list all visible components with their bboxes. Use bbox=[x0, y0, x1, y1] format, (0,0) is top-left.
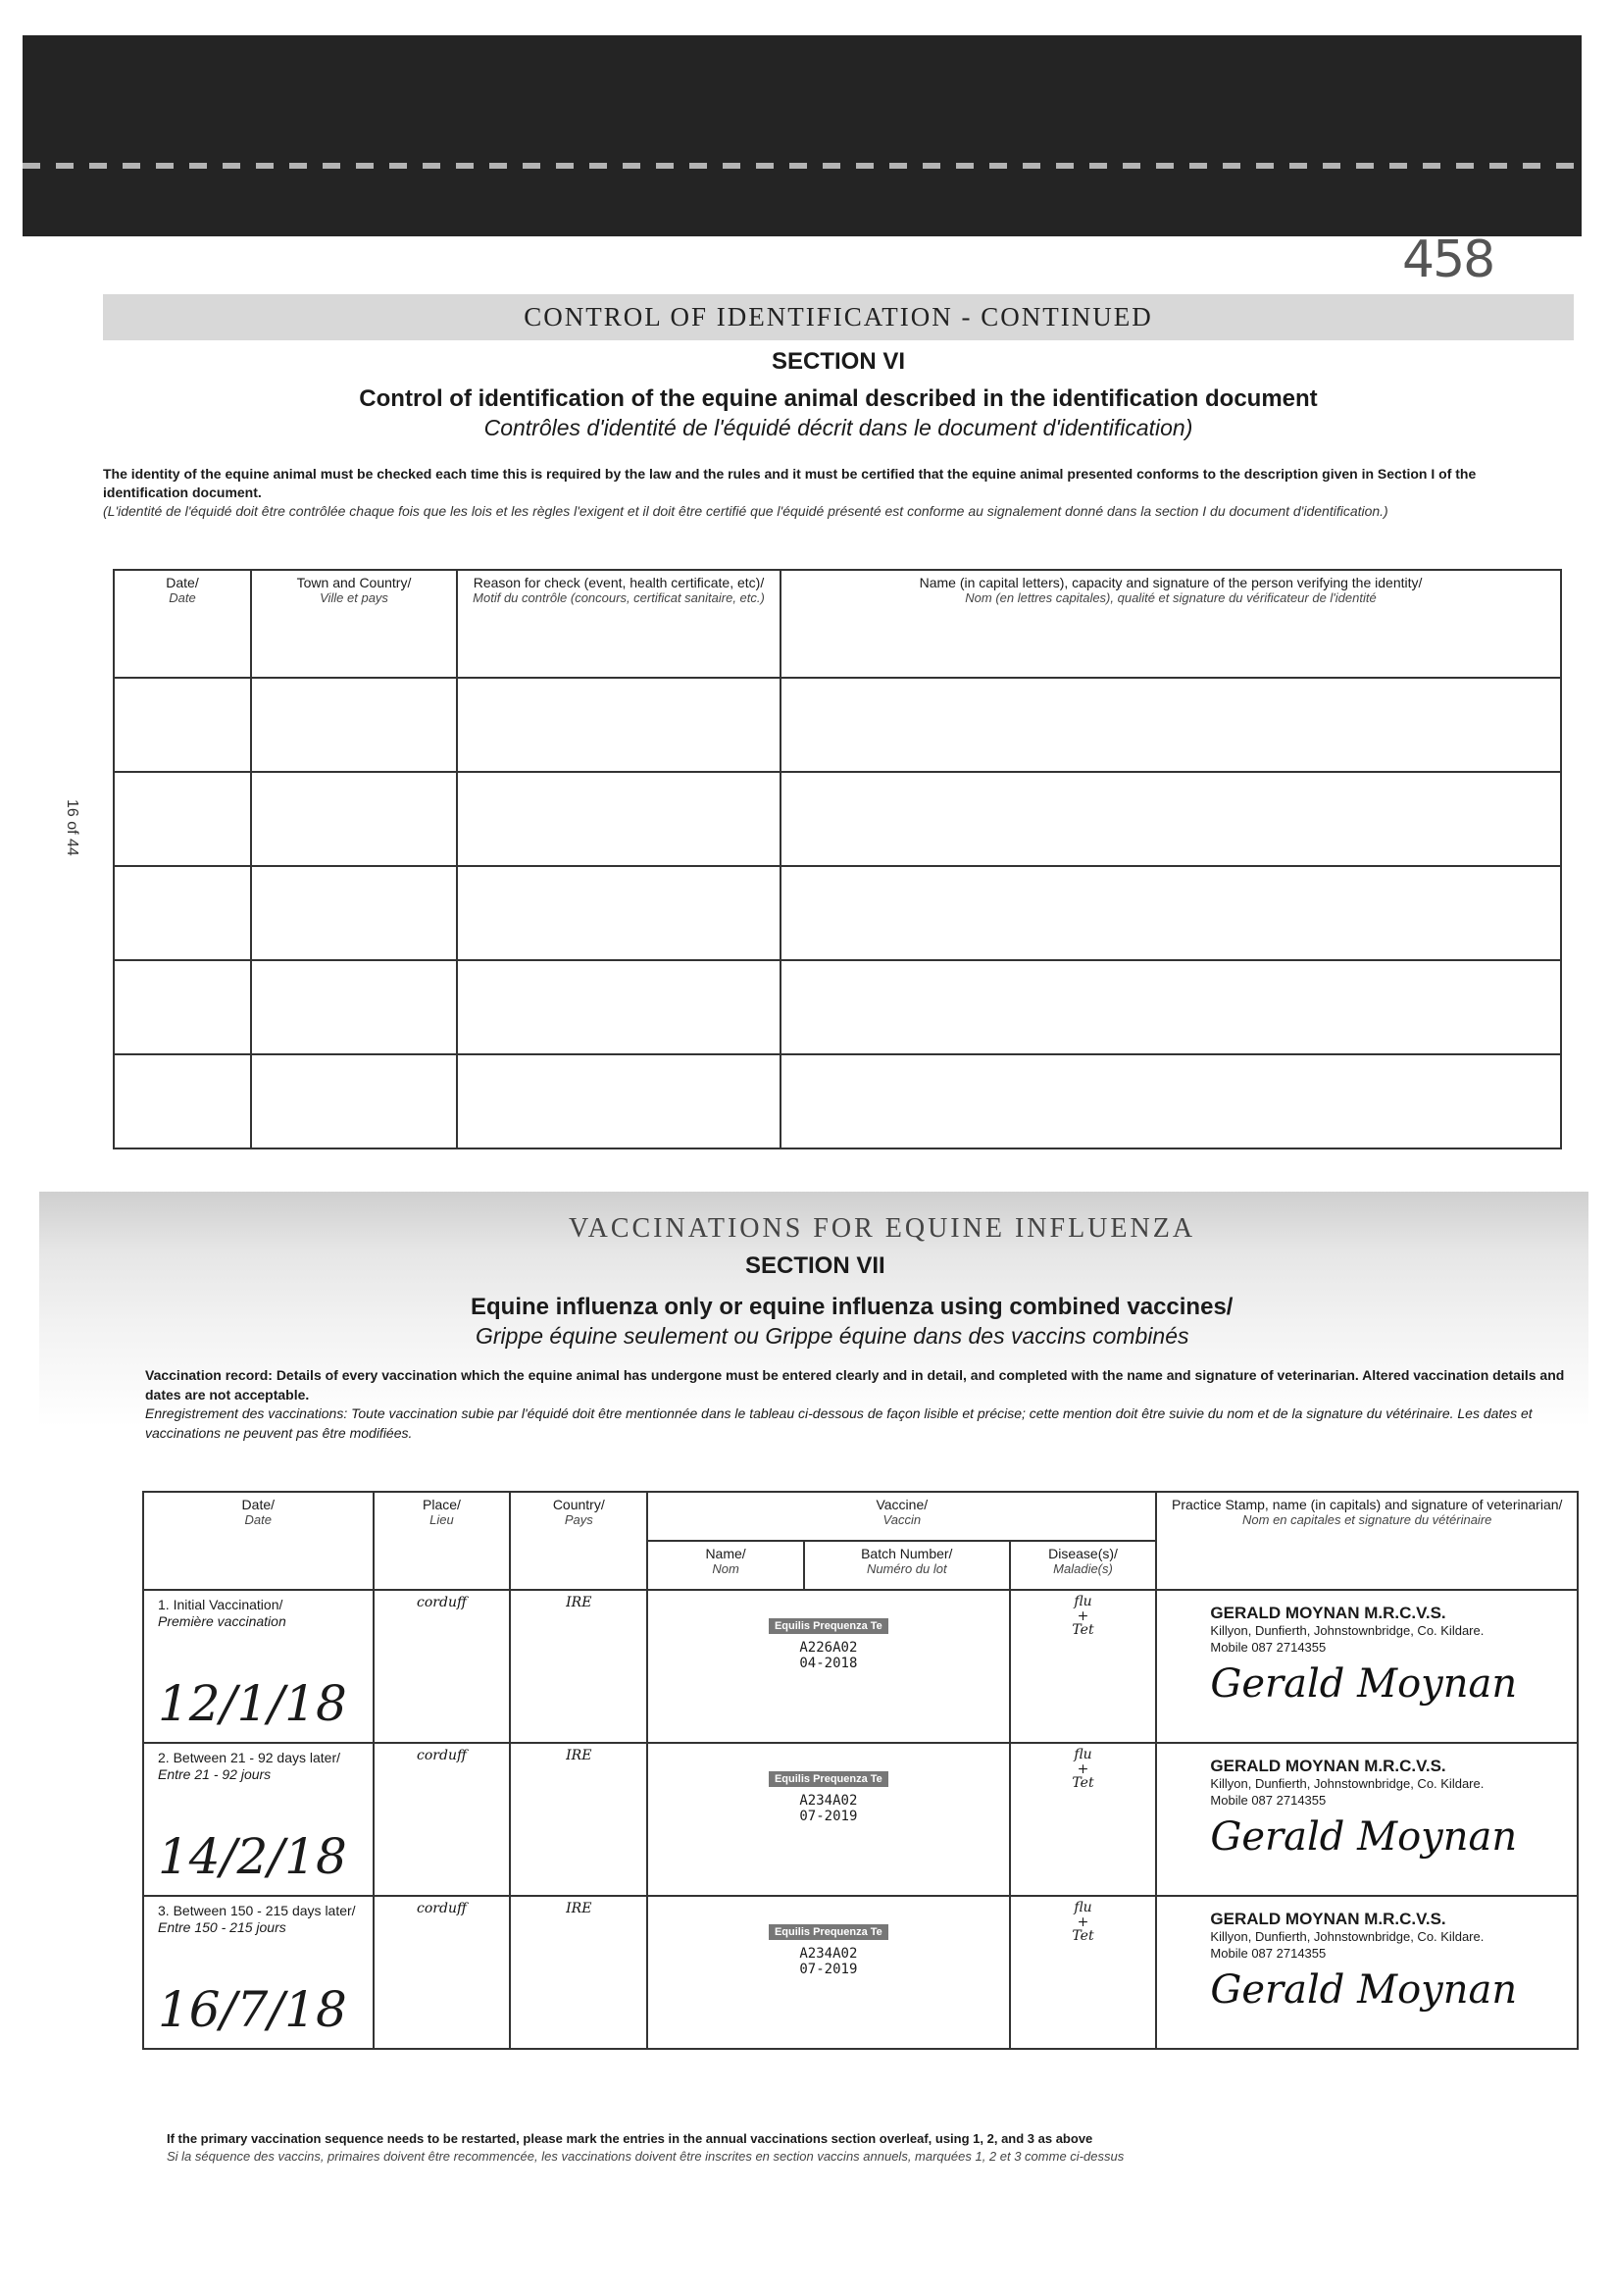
section-7-subtitle: Equine influenza only or equine influenza using combined vaccines/ bbox=[471, 1294, 1234, 1320]
vaccination-row-3 bbox=[143, 1896, 1578, 2049]
col-reason bbox=[457, 570, 781, 678]
batch-number: A234A02 bbox=[799, 1793, 858, 1809]
section-6-banner: CONTROL OF IDENTIFICATION - CONTINUED bbox=[103, 294, 1574, 340]
section-6-page bbox=[103, 294, 1574, 521]
cell[interactable] bbox=[457, 1054, 781, 1148]
col-name-label-fr: Nom bbox=[712, 1561, 739, 1576]
dose-label-fr: Première vaccination bbox=[158, 1612, 286, 1629]
section-7-instructions bbox=[145, 1366, 1587, 1443]
handwritten-date: 16/7/18 bbox=[158, 1981, 347, 2038]
vet-mobile: Mobile 087 2714355 bbox=[1210, 1639, 1327, 1655]
cell[interactable] bbox=[781, 1054, 1561, 1148]
vet-address: Killyon, Dunfierth, Johnstownbridge, Co. Kildare. bbox=[1210, 1623, 1485, 1639]
batch-number: A226A02 bbox=[799, 1640, 858, 1656]
table-row bbox=[114, 960, 1561, 1054]
vet-mobile: Mobile 087 2714355 bbox=[1210, 1792, 1327, 1808]
cell[interactable] bbox=[114, 678, 251, 772]
col-date-label-fr: Date bbox=[244, 1512, 273, 1527]
vaccination-table bbox=[142, 1491, 1579, 2050]
cell[interactable] bbox=[781, 678, 1561, 772]
disease-plus: + bbox=[1077, 1913, 1089, 1930]
vet-name: GERALD MOYNAN M.R.C.V.S. bbox=[1210, 1910, 1446, 1928]
instructions-fr: (L'identité de l'équidé doit être contrôlée chaque fois que les lois et les règles l'exigent et il doit être certifié que l'équidé présenté est conforme au signalement donné dans la section I du document d'identification.) bbox=[103, 502, 1388, 519]
section-7-banner: VACCINATIONS FOR EQUINE INFLUENZA bbox=[569, 1213, 1196, 1244]
col-disease bbox=[1010, 1541, 1157, 1590]
col-place-label: Place/ bbox=[423, 1497, 461, 1512]
vet-stamp-cell[interactable] bbox=[1156, 1590, 1578, 1743]
disease-cell[interactable] bbox=[1010, 1896, 1157, 2049]
vaccine-sticker-cell[interactable] bbox=[647, 1896, 1009, 2049]
col-vaccine bbox=[647, 1492, 1156, 1541]
col-place bbox=[374, 1492, 511, 1590]
col-verifier-label-fr: Nom (en lettres capitales), qualité et signature du vérificateur de l'identité bbox=[965, 590, 1377, 605]
date-cell[interactable] bbox=[143, 1743, 374, 1896]
col-town-country bbox=[251, 570, 457, 678]
col-date-label: Date/ bbox=[241, 1497, 276, 1512]
col-verifier-label: Name (in capital letters), capacity and signature of the person verifying the identity/ bbox=[919, 575, 1423, 590]
col-reason-label-fr: Motif du contrôle (concours, certificat sanitaire, etc.) bbox=[473, 590, 765, 605]
section-6-subtitle-fr: Contrôles d'identité de l'équidé décrit dans le document d'identification) bbox=[483, 415, 1193, 440]
vaccine-name-sticker: Equilis Prequenza Te bbox=[769, 1618, 888, 1634]
cell[interactable] bbox=[457, 772, 781, 866]
batch-expiry: 07-2019 bbox=[799, 1962, 858, 1978]
section-7-title: SECTION VII bbox=[745, 1252, 885, 1279]
cell[interactable] bbox=[114, 1054, 251, 1148]
col-disease-label-fr: Maladie(s) bbox=[1053, 1561, 1113, 1576]
vaccination-row-2 bbox=[143, 1743, 1578, 1896]
col-disease-label: Disease(s)/ bbox=[1048, 1546, 1118, 1561]
side-page-label-top: 16 of 44 bbox=[64, 799, 80, 856]
col-vaccine-name bbox=[647, 1541, 804, 1590]
cell[interactable] bbox=[251, 866, 457, 960]
table-header-row bbox=[143, 1492, 1578, 1541]
section-6-title: SECTION VI bbox=[771, 348, 906, 375]
vaccine-name-sticker: Equilis Prequenza Te bbox=[769, 1771, 888, 1787]
cell[interactable] bbox=[457, 678, 781, 772]
vet-stamp-cell[interactable] bbox=[1156, 1896, 1578, 2049]
cell[interactable] bbox=[781, 866, 1561, 960]
col-stamp-label: Practice Stamp, name (in capitals) and signature of veterinarian/ bbox=[1172, 1497, 1563, 1512]
col-verifier bbox=[781, 570, 1561, 678]
cell[interactable] bbox=[114, 772, 251, 866]
batch-number: A234A02 bbox=[799, 1946, 858, 1962]
vaccine-sticker-cell[interactable] bbox=[647, 1590, 1009, 1743]
col-vaccine-label: Vaccine/ bbox=[876, 1497, 929, 1512]
cell[interactable] bbox=[457, 866, 781, 960]
vet-stamp-cell[interactable] bbox=[1156, 1743, 1578, 1896]
disease-plus: + bbox=[1077, 1607, 1089, 1624]
footnote-en: If the primary vaccination sequence needs to be restarted, please mark the entries in the annual vaccinations section overleaf, using 1, 2, and 3 as above bbox=[167, 2131, 1093, 2146]
dose-label bbox=[158, 1750, 340, 1783]
cell[interactable] bbox=[114, 866, 251, 960]
identity-check-table bbox=[113, 569, 1562, 1149]
vaccination-instructions-en: Vaccination record: Details of every vaccination which the equine animal has undergone must be entered clearly and in detail, and completed with the name and signature of veterinarian. Altered vaccination details and dates are not acceptable. bbox=[145, 1367, 1565, 1403]
section-6-subtitle: Control of identification of the equine animal described in the identification document bbox=[359, 385, 1318, 412]
section-7-subtitle-fr: Grippe équine seulement ou Grippe équine dans des vaccins combinés bbox=[476, 1323, 1189, 1349]
date-cell[interactable] bbox=[143, 1590, 374, 1743]
date-cell[interactable] bbox=[143, 1896, 374, 2049]
disease-flu: flu bbox=[1074, 1747, 1092, 1762]
col-country bbox=[510, 1492, 647, 1590]
vet-address: Killyon, Dunfierth, Johnstownbridge, Co. Kildare. bbox=[1210, 1776, 1485, 1792]
disease-flu: flu bbox=[1074, 1594, 1092, 1609]
disease-tet: Tet bbox=[1072, 1775, 1094, 1792]
vet-stamp bbox=[1161, 1748, 1573, 1862]
cell[interactable] bbox=[251, 678, 457, 772]
restart-footnote bbox=[167, 2130, 1559, 2165]
place-cell[interactable]: corduff bbox=[374, 1743, 511, 1896]
dose-label bbox=[158, 1903, 356, 1936]
vet-stamp bbox=[1161, 1901, 1573, 2015]
place-cell[interactable]: corduff bbox=[374, 1590, 511, 1743]
disease-tet: Tet bbox=[1072, 1622, 1094, 1639]
col-reason-label: Reason for check (event, health certificate, etc)/ bbox=[473, 575, 765, 590]
col-batch-label: Batch Number/ bbox=[861, 1546, 953, 1561]
col-stamp-label-fr: Nom en capitales et signature du vétérinaire bbox=[1242, 1512, 1492, 1527]
vaccine-sticker-cell[interactable] bbox=[647, 1743, 1009, 1896]
vet-signature: Gerald Moynan bbox=[1210, 1966, 1518, 2013]
disease-cell[interactable] bbox=[1010, 1743, 1157, 1896]
cell[interactable] bbox=[781, 772, 1561, 866]
col-place-label-fr: Lieu bbox=[429, 1512, 454, 1527]
col-date bbox=[114, 570, 251, 678]
col-vaccine-label-fr: Vaccin bbox=[882, 1512, 922, 1527]
cell[interactable] bbox=[114, 960, 251, 1054]
vet-stamp bbox=[1161, 1595, 1573, 1709]
batch-expiry: 04-2018 bbox=[799, 1656, 858, 1672]
handwritten-date: 14/2/18 bbox=[158, 1828, 347, 1885]
disease-flu: flu bbox=[1074, 1900, 1092, 1915]
vet-signature: Gerald Moynan bbox=[1210, 1660, 1518, 1707]
vet-name: GERALD MOYNAN M.R.C.V.S. bbox=[1210, 1604, 1446, 1622]
col-batch bbox=[804, 1541, 1010, 1590]
dose-label-en: 1. Initial Vaccination/ bbox=[158, 1597, 283, 1612]
col-date-label-fr: Date bbox=[169, 590, 196, 605]
vet-mobile: Mobile 087 2714355 bbox=[1210, 1945, 1327, 1961]
vet-signature: Gerald Moynan bbox=[1210, 1813, 1518, 1860]
dose-label-en: 3. Between 150 - 215 days later/ bbox=[158, 1903, 356, 1918]
instructions-en: The identity of the equine animal must be checked each time this is required by the law and the rules and it must be certified that the equine animal presented conforms to the description given in Section I of the identification document. bbox=[103, 466, 1477, 500]
col-country-label: Country/ bbox=[552, 1497, 605, 1512]
footnote-fr: Si la séquence des vaccins, primaires doivent être recommencée, les vaccinations doivent être inscrites en section vaccins annuels, marquées 1, 2 et 3 comme ci-dessus bbox=[167, 2148, 1125, 2164]
vaccine-name-sticker: Equilis Prequenza Te bbox=[769, 1924, 888, 1940]
vet-name: GERALD MOYNAN M.R.C.V.S. bbox=[1210, 1757, 1446, 1775]
handwritten-date: 12/1/18 bbox=[158, 1675, 347, 1732]
table-row bbox=[114, 866, 1561, 960]
col-town-label: Town and Country/ bbox=[296, 575, 412, 590]
section-6-instructions bbox=[103, 465, 1535, 521]
col-country-label-fr: Pays bbox=[564, 1512, 593, 1527]
cell[interactable] bbox=[781, 960, 1561, 1054]
cell[interactable] bbox=[457, 960, 781, 1054]
table-row bbox=[114, 1054, 1561, 1148]
country-cell[interactable]: IRE bbox=[510, 1896, 647, 2049]
country-cell[interactable]: IRE bbox=[510, 1590, 647, 1743]
col-name-label: Name/ bbox=[705, 1546, 746, 1561]
dose-label-fr: Entre 21 - 92 jours bbox=[158, 1765, 272, 1782]
batch-expiry: 07-2019 bbox=[799, 1809, 858, 1825]
col-date-label: Date/ bbox=[166, 575, 199, 590]
col-date bbox=[143, 1492, 374, 1590]
place-cell[interactable]: corduff bbox=[374, 1896, 511, 2049]
cell[interactable] bbox=[251, 960, 457, 1054]
vaccination-row-1 bbox=[143, 1590, 1578, 1743]
table-row bbox=[114, 678, 1561, 772]
vaccination-instructions-fr: Enregistrement des vaccinations: Toute vaccination subie par l'équidé doit être mentionnée dans le tableau ci-dessous de façon lisible et précise; cette mention doit être suivie du nom et de la signature du vétérinaire. Les dates et vaccinations ne peuvent pas être modifiées. bbox=[145, 1405, 1533, 1441]
col-town-label-fr: Ville et pays bbox=[320, 590, 388, 605]
dose-label bbox=[158, 1597, 286, 1630]
scan-artifact-stripe bbox=[23, 163, 1582, 169]
dose-label-en: 2. Between 21 - 92 days later/ bbox=[158, 1750, 340, 1765]
col-batch-label-fr: Numéro du lot bbox=[866, 1561, 947, 1576]
disease-plus: + bbox=[1077, 1760, 1089, 1777]
scanner-dark-edge bbox=[23, 35, 1582, 236]
col-vet-stamp bbox=[1156, 1492, 1578, 1590]
table-header-row bbox=[114, 570, 1561, 678]
cell[interactable] bbox=[251, 1054, 457, 1148]
disease-cell[interactable] bbox=[1010, 1590, 1157, 1743]
country-cell[interactable]: IRE bbox=[510, 1743, 647, 1896]
cell[interactable] bbox=[251, 772, 457, 866]
dose-label-fr: Entre 150 - 215 jours bbox=[158, 1918, 286, 1935]
vet-address: Killyon, Dunfierth, Johnstownbridge, Co. Kildare. bbox=[1210, 1929, 1485, 1945]
table-row bbox=[114, 772, 1561, 866]
handwritten-page-number: 458 bbox=[1402, 230, 1494, 289]
disease-tet: Tet bbox=[1072, 1928, 1094, 1945]
